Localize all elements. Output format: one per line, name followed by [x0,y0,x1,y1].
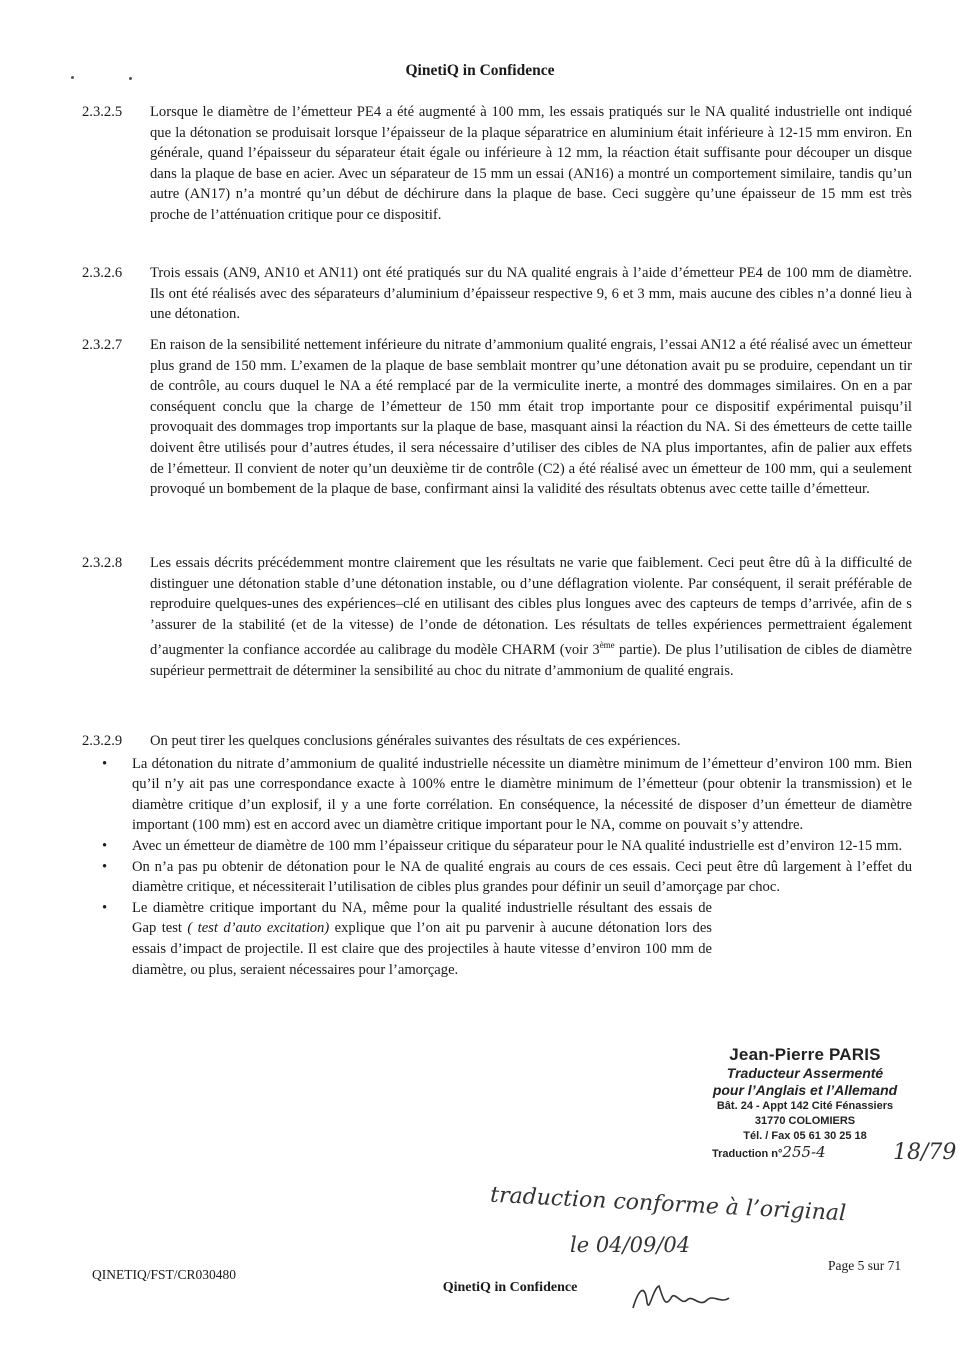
paragraph-2-3-2-5 [82,102,912,226]
list-item-text: Le diamètre critique important du NA, même pour la qualité industrielle résultant des essais de Gap test [132,899,712,937]
page-footer: QinetiQ in Confidence [442,1280,578,1295]
bullet-icon: • [102,858,108,875]
bullet-icon: • [102,755,108,772]
paragraph-text: En raison de la sensibilité nettement inférieure du nitrate d’ammonium qualité engrais, l’essai AN12 a été réalisé avec un émetteur plus grand de 150 mm. L’examen de la plaque de base semblait montrer qu’une détonation avait pu se produire, cependant un tir de contrôle, au cours duquel le NA a été remplacé par de la vermiculite inerte, a montré des dommages similaires. On en a par conséquent conclu que la charge de l’émetteur de 150 mm était trop importante pour ce dispositif expérimental puisqu’il provoquait des dommages trop importants sur la plaque de base, masquant ainsi la réaction du NA. Si des émetteurs de cette taille doivent être utilisés pour d’autres études, il sera nécessaire d’utiliser des cibles de NA plus importantes, afin de palier aux effets de l’émetteur. Il convient de noter qu’un deuxième tir de contrôle (C2) a été réalisé avec un émetteur de 100 mm, qui a seulement provoqué un bombement de la plaque de base, confirmant ainsi la validité des résultats obtenus avec cette taille d’émetteur. [150,337,912,498]
list-item-text: Avec un émetteur de diamètre de 100 mm l’épaisseur critique du séparateur pour le NA qualité industrielle est d’environ 12-15 mm. [132,837,903,854]
paragraph-text: Trois essais (AN9, AN10 et AN11) ont été pratiqués sur du NA qualité engrais à l’aide d’émetteur PE4 de 100 mm de diamètre. Ils ont été réalisés avec des séparateurs d’aluminium d’épaisseur respective 9, 6 et 3 mm, mais aucune des cibles n’a donné lieu à une détonation. [150,265,912,323]
page-number: Page 5 sur 71 [828,1258,902,1273]
paragraph-text [150,553,912,681]
paragraph-text: On peut tirer les quelques conclusions générales suivantes des résultats de ces expériences. [150,733,681,749]
paragraph-number: 2.3.2.6 [82,265,123,281]
translator-stamp [690,1045,920,1162]
stamp-phone: Tél. / Fax 05 61 30 25 18 [743,1130,867,1142]
conclusions-list [82,754,912,981]
superscript: ème [599,640,615,651]
list-item [82,836,912,857]
bullet-icon: • [102,899,108,916]
stamp-address: Bât. 24 - Appt 142 Cité Fénassiers [716,1100,894,1112]
handwritten-page-fraction: 18/79 [893,1140,957,1165]
bullet-icon: • [102,837,108,854]
list-item [82,898,912,980]
stamp-title: Traducteur Assermenté [726,1065,884,1081]
handwritten-translation-number: 255-4 [782,1143,826,1161]
paragraph-2-3-2-6 [82,263,912,325]
paragraph-text-part: Les essais décrits précédemment montre clairement que les résultats ne varie que faiblement. Ceci peut être dû à la difficulté de distinguer une détonation stable d’une détonation instable, ou d’une déflagration violente. Par conséquent, il serait préférable de reproduire quelques-unes des expériences–clé en utilisant des cibles plus longues avec des capteurs de temps d’arrivée, afin de s ’assurer de la stabilité (et de la vitesse) de l’onde de détonation. Les résultats de telles expériences permettraient également d’augmenter la confiance accordée au calibrage du modèle CHARM (voir 3 [150,555,912,659]
document-reference: QINETIQ/FST/CR030480 [92,1267,237,1282]
paragraph-text: Lorsque le diamètre de l’émetteur PE4 a été augmenté à 100 mm, les essais pratiqués sur le NA qualité industrielle ont indiqué que la détonation se produisait lorsque l’épaisseur de la plaque séparatrice en aluminium était inférieure à 12-15 mm environ. En générale, quand l’épaisseur du séparateur était égale ou inférieure à 12 mm, la réaction était suffisante pour découper un disque dans la plaque de base en acier. Avec un séparateur de 15 mm un essai (AN16) a montré un comportement similaire, tandis qu’un autre (AN17) n’a montré qu’un début de déchirure dans la plaque de base. Ceci suggère qu’une épaisseur de 15 mm est très proche de l’atténuation critique pour ce dispositif. [150,104,912,223]
stamp-name: Jean-Pierre PARIS [729,1045,881,1064]
page-header: QinetiQ in Confidence [405,62,555,79]
paragraph-number: 2.3.2.7 [82,337,123,353]
list-item-text: explique que l’on ait pu parvenir à aucune détonation lors des essais d’impact de projectile. Il est claire que des projectiles à haute vitesse d’environ 100 mm de diamètre, ou plus, seraient nécessaires pour l’amorçage. [132,920,712,978]
list-item [82,857,912,898]
paragraph-number: 2.3.2.8 [82,555,123,571]
paragraph-2-3-2-8 [82,553,912,681]
stamp-translation-number [712,1144,920,1162]
stamp-translation-label: Traduction n° [712,1148,783,1160]
stamp-title: pour l’Anglais et l’Allemand [712,1082,898,1098]
list-item [82,754,912,836]
handwritten-date: le 04/09/04 [570,1233,691,1257]
paragraph-number: 2.3.2.9 [82,733,123,749]
paragraph-2-3-2-9 [82,731,912,980]
paragraph-text-part: partie). De plus l’utilisation de cibles de diamètre supérieur permettrait de déterminer la sensibilité au choc du nitrate d’ammonium de qualité engrais. [150,642,912,679]
paragraph-2-3-2-7 [82,335,912,500]
paragraph-number: 2.3.2.5 [82,104,123,120]
list-item-text: On n’a pas pu obtenir de détonation pour le NA de qualité engrais au cours de ces essais. Ceci peut être dû largement à l’effet du diamètre critique, et nécessiterait l’utilisation de cibles plus grandes pour définir un seuil d’amorçage par choc. [132,858,912,896]
list-item-italic: ( test d’auto excitation) [187,920,330,937]
handwritten-certification: traduction conforme à l’original [489,1182,847,1227]
list-item-text: La détonation du nitrate d’ammonium de qualité industrielle nécessite un diamètre minimum de l’émetteur d’environ 100 mm. Bien qu’il n’y ait pas une correspondance exacte à 100% entre le diamètre minimum de l’émetteur (pour obtenir la transmission) et le diamètre critique d’un explosif, il y a une forte corrélation. En conséquence, la nécessité de disposer d’un émetteur de diamètre important (100 mm) est en accord avec un diamètre critique important pour le NA, comme on pouvait s’y attendre. [132,755,912,834]
stamp-city: 31770 COLOMIERS [754,1115,856,1127]
